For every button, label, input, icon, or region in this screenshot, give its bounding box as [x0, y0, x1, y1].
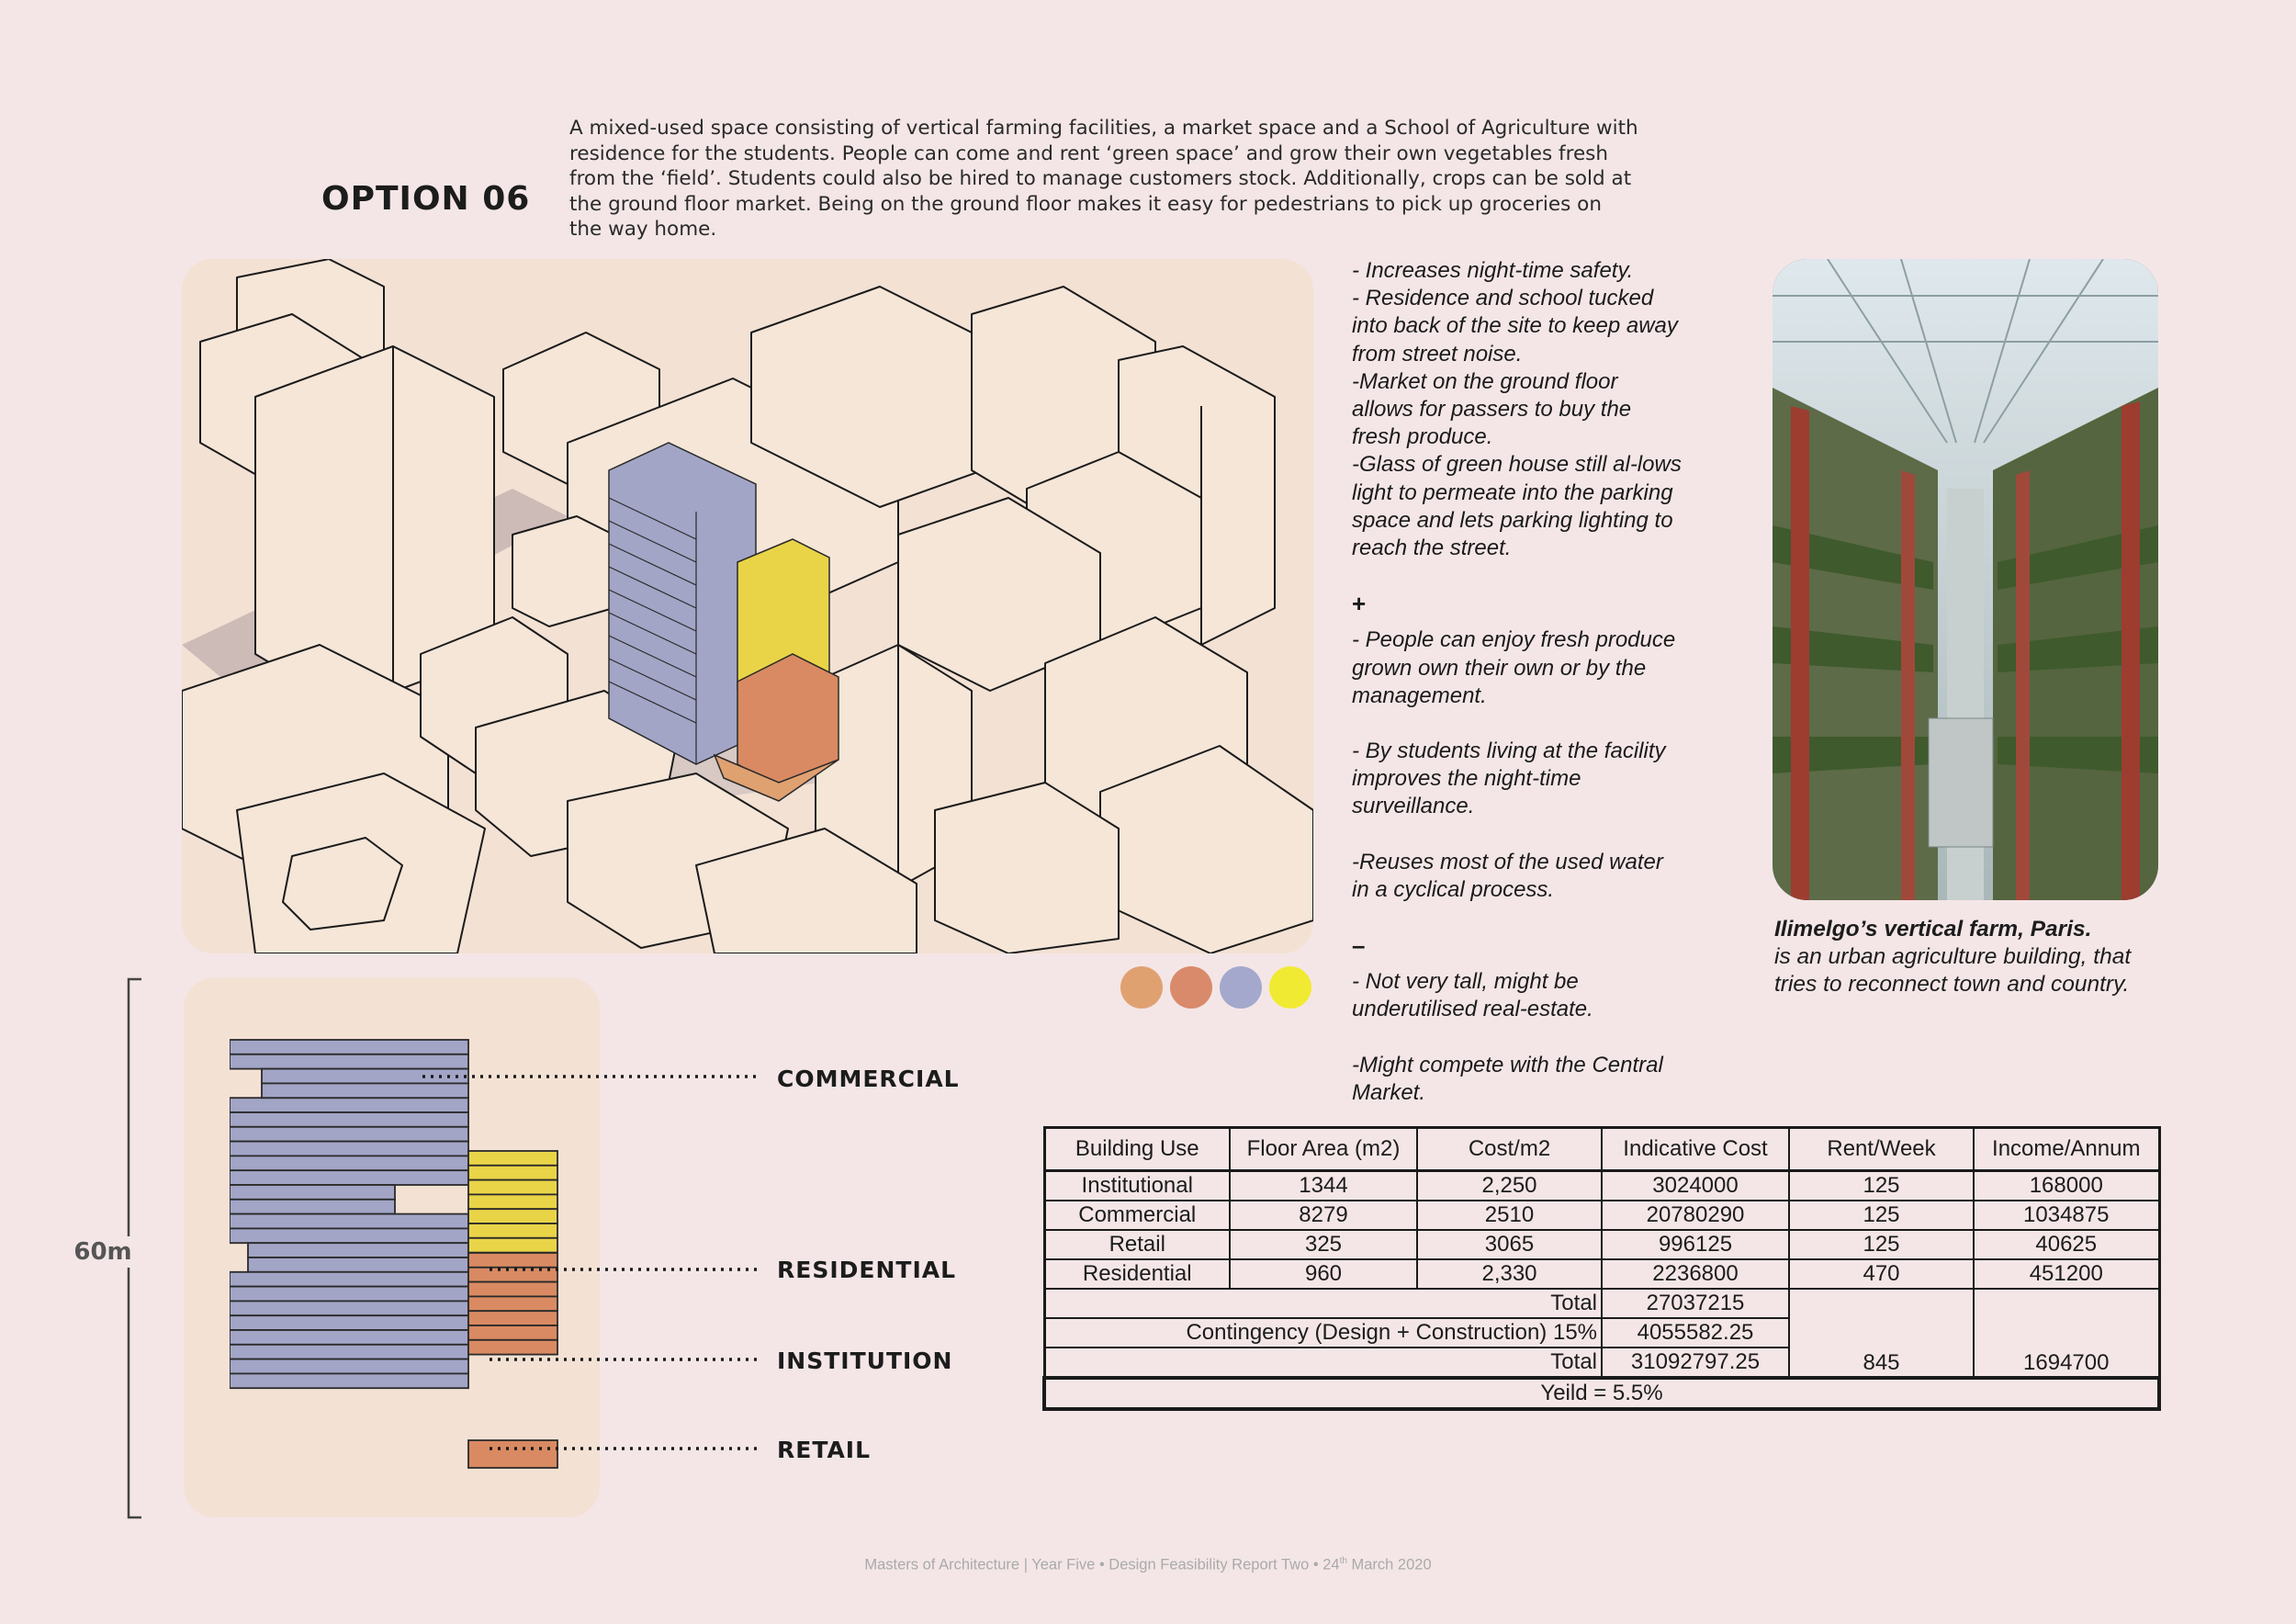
contingency-cost: 4055582.25: [1602, 1318, 1789, 1348]
table-cell: Residential: [1044, 1259, 1230, 1289]
contingency-label: Contingency (Design + Construction) 15%: [1044, 1318, 1602, 1348]
table-row: [1044, 1201, 2159, 1230]
label-commercial: COMMERCIAL: [777, 1066, 960, 1092]
table-cell: 2510: [1417, 1201, 1602, 1230]
table-cell: 125: [1789, 1201, 1974, 1230]
table-yield-row: [1044, 1378, 2159, 1409]
table-cell: 1344: [1230, 1171, 1417, 1201]
benefits-intro: - Increases night-time safety. - Residence and school tucked into back of the site to keep away from street noise. -Market on the ground floor allows for passers to buy the fresh produce. -Glass of green house still al-lows light to permeate into the parking space and lets parking lighting to reach the street.: [1352, 258, 1682, 561]
table-total-row: [1044, 1289, 2159, 1318]
vertical-farm-photo: [1773, 259, 2158, 900]
footer-superscript: th: [1339, 1556, 1347, 1566]
column-header: Floor Area (m2): [1230, 1128, 1417, 1171]
table-cell: 1034875: [1974, 1201, 2159, 1230]
cons-symbol: –: [1352, 931, 1366, 960]
footer: [0, 1556, 2296, 1574]
column-header: Cost/m2: [1417, 1128, 1602, 1171]
label-institution: INSTITUTION: [777, 1348, 953, 1374]
table-cell: 2236800: [1602, 1259, 1789, 1289]
footer-text: Masters of Architecture | Year Five • Design Feasibility Report Two • 24: [864, 1556, 1340, 1573]
grand-total-label: Total: [1044, 1348, 1602, 1378]
legend-dot-retail: [1120, 966, 1163, 1009]
legend-dot-institution: [1170, 966, 1212, 1009]
commercial-floor: [230, 1040, 468, 1054]
table-cell: 40625: [1974, 1230, 2159, 1259]
table-cell: Commercial: [1044, 1201, 1230, 1230]
table-row: [1044, 1230, 2159, 1259]
column-header: Building Use: [1044, 1128, 1230, 1171]
table-cell: 325: [1230, 1230, 1417, 1259]
table-cell: 470: [1789, 1259, 1974, 1289]
column-header: Indicative Cost: [1602, 1128, 1789, 1171]
axonometric-site-illustration: [182, 259, 1313, 953]
label-residential: RESIDENTIAL: [777, 1257, 957, 1283]
column-header: Income/Annum: [1974, 1128, 2159, 1171]
table-cell: 168000: [1974, 1171, 2159, 1201]
page-title: OPTION 06: [321, 180, 531, 218]
total-cost: 27037215: [1602, 1289, 1789, 1318]
income-total: 1694700: [1974, 1289, 2159, 1378]
table-cell: Institutional: [1044, 1171, 1230, 1201]
vertical-farm-photo-drawing: [1773, 259, 2158, 900]
table-cell: 3065: [1417, 1230, 1602, 1259]
table-header-row: [1044, 1128, 2159, 1171]
stack-leader-lines: [418, 1066, 767, 1460]
table-cell: 20780290: [1602, 1201, 1789, 1230]
axonometric-drawing: [182, 259, 1313, 953]
table-cell: 125: [1789, 1230, 1974, 1259]
height-label: 60m: [70, 1236, 135, 1268]
photo-caption: [1774, 916, 2160, 998]
table-cell: 960: [1230, 1259, 1417, 1289]
photo-caption-text: is an urban agriculture building, that tries to reconnect town and country.: [1774, 944, 2132, 997]
legend-dot-commercial: [1220, 966, 1262, 1009]
total-label: Total: [1044, 1289, 1602, 1318]
rent-total: 845: [1789, 1289, 1974, 1378]
table-row: [1044, 1171, 2159, 1201]
table-cell: 8279: [1230, 1201, 1417, 1230]
pros-symbol: +: [1352, 590, 1367, 618]
table-cell: 451200: [1974, 1259, 2159, 1289]
table-cell: 2,330: [1417, 1259, 1602, 1289]
pro-item: - By students living at the facility improves the night-time surveillance.: [1352, 739, 1666, 819]
table-cell: 125: [1789, 1171, 1974, 1201]
commercial-floor: [230, 1200, 395, 1214]
yield-value: Yeild = 5.5%: [1044, 1378, 2159, 1409]
notes-column: [1352, 257, 1683, 1134]
con-item: - Not very tall, might be underutilised real-estate.: [1352, 969, 1593, 1022]
pro-item: -Reuses most of the used water in a cyclical process.: [1352, 849, 1663, 902]
table-cell: 2,250: [1417, 1171, 1602, 1201]
table-cell: 3024000: [1602, 1171, 1789, 1201]
grand-total-cost: 31092797.25: [1602, 1348, 1789, 1378]
feasibility-table: [1042, 1126, 2161, 1411]
con-item: -Might compete with the Central Market.: [1352, 1052, 1663, 1105]
label-retail: RETAIL: [777, 1437, 872, 1463]
intro-paragraph: A mixed-used space consisting of vertical farming facilities, a market space and a School of Agriculture with residence for the students. People can come and rent ‘green space’ and grow their own vegetables fresh from the ‘field’. Students could also be hired to manage customers stock. Additionally, crops can be sold at the ground floor market. Being on the ground floor makes it easy for pedestrians to pick up groceries on the way home.: [569, 117, 1638, 241]
column-header: Rent/Week: [1789, 1128, 1974, 1171]
table-row: [1044, 1259, 2159, 1289]
table-cell: Retail: [1044, 1230, 1230, 1259]
commercial-floor: [230, 1185, 395, 1200]
legend-dot-residential: [1269, 966, 1311, 1009]
footer-date: March 2020: [1346, 1556, 1432, 1573]
photo-caption-title: Ilimelgo’s vertical farm, Paris.: [1774, 917, 2092, 942]
table-cell: 996125: [1602, 1230, 1789, 1259]
pro-item: - People can enjoy fresh produce grown own their own or by the management.: [1352, 627, 1676, 708]
